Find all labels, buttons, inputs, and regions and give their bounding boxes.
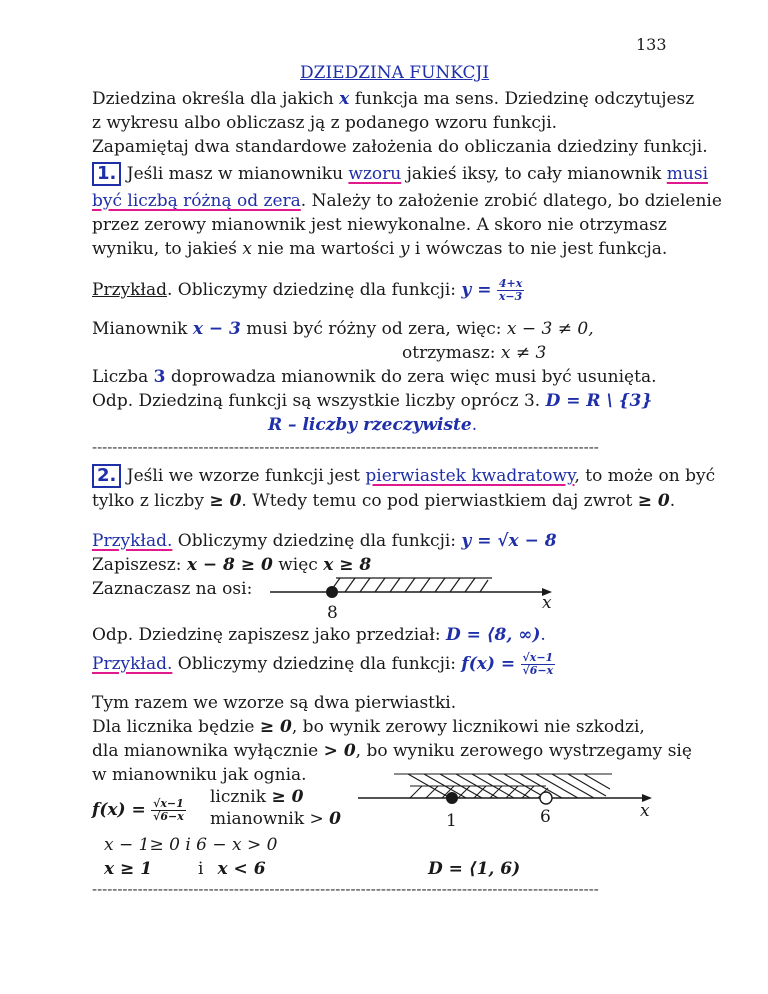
numerator-condition: licznik ≥ 0 xyxy=(210,787,304,807)
example-2: Przykład. Obliczymy dziedzinę dla funkcji: y = √x − 8 xyxy=(92,531,557,551)
section-2-line-2: tylko z liczby ≥ 0. Wtedy temu co pod pierwiastkiem daj zwrot ≥ 0. xyxy=(92,491,676,511)
solutions-line: x ≥ 1 i x < 6 xyxy=(104,859,266,879)
number-line: Liczba 3 doprowadza mianownik do zera więc musi być usunięta. xyxy=(92,367,657,387)
intro-line-2: z wykresu albo obliczasz ją z podanego wzoru funkcji. xyxy=(92,113,558,133)
section-2-line-1: 2. Jeśli we wzorze funkcji jest pierwiastek kwadratowy, to może on być xyxy=(92,464,715,488)
answer-3: D = ⟨1, 6) xyxy=(428,859,521,879)
text-line-1: Tym razem we wzorze są dwa pierwiastki. xyxy=(92,693,457,713)
example-3: Przykład. Obliczymy dziedzinę dla funkcji: f(x) = $\frac{√x-1}{√6-x}$ xyxy=(92,651,554,677)
section-number-1: 1. xyxy=(92,162,121,186)
fraction-3: $\frac{√x-1}{√6-x}$ xyxy=(153,797,184,823)
hatching-1 xyxy=(330,578,492,592)
text-line-2: Dla licznika będzie ≥ 0, bo wynik zerowy licznikowi nie szkodzi, xyxy=(92,717,645,737)
axis-2-label-6: 6 xyxy=(540,807,551,827)
closed-point-8 xyxy=(326,586,338,598)
mark-on-axis: Zaznaczasz na osi: xyxy=(92,579,253,599)
intro-line-1: Dziedzina określa dla jakich x funkcja ma sens. Dziedzinę odczytujesz xyxy=(92,89,695,109)
function-lhs: f(x) = $\frac{√x-1}{√6-x}$ xyxy=(92,797,184,823)
text-line-3: dla mianownika wyłącznie > 0, bo wyniku zerowego wystrzegamy się xyxy=(92,741,692,761)
axis-1-label-8: 8 xyxy=(327,603,338,623)
axis-2-var: x xyxy=(640,801,650,821)
section-1-line-3: przez zerowy mianownik jest niewykonalne. A skoro nie otrzymasz xyxy=(92,215,667,235)
intro-line-3: Zapamiętaj dwa standardowe założenia do obliczania dziedziny funkcji. xyxy=(92,137,708,157)
real-numbers-note: R – liczby rzeczywiste. xyxy=(268,415,478,435)
separator-1: ---------------------------------------------------------------------------------------------------- xyxy=(92,438,599,456)
fraction-1: $\frac{4+x}{x-3}$ xyxy=(498,277,523,303)
section-1-line-4: wyniku, to jakieś x nie ma wartości y i wówczas to nie jest funkcja. xyxy=(92,239,668,259)
number-axis-1 xyxy=(260,566,580,626)
example-1: Przykład. Obliczymy dziedzinę dla funkcji: y = $\frac{4+x}{x-3}$ xyxy=(92,277,523,303)
open-point-6 xyxy=(540,792,552,804)
separator-2: ---------------------------------------------------------------------------------------------------- xyxy=(92,880,599,898)
section-number-2: 2. xyxy=(92,464,121,488)
axis-2-label-1: 1 xyxy=(446,811,457,831)
section-1-line-1: 1. Jeśli masz w mianowniku wzoru jakieś iksy, to cały mianownik musi xyxy=(92,162,708,186)
page-title: DZIEDZINA FUNKCJI xyxy=(300,63,490,83)
conditions-line: x − 1≥ 0 i 6 − x > 0 xyxy=(104,835,278,855)
write-line: Zapiszesz: x − 8 ≥ 0 więc x ≥ 8 xyxy=(92,555,372,575)
denominator-condition: mianownik > 0 xyxy=(210,809,342,829)
axis-1-var: x xyxy=(542,593,552,613)
text-line-4: w mianowniku jak ognia. xyxy=(92,765,307,785)
closed-point-1 xyxy=(446,792,458,804)
answer-2: Odp. Dziedzinę zapiszesz jako przedział: D = ⟨8, ∞). xyxy=(92,625,546,645)
result-line: otrzymasz: x ≠ 3 xyxy=(402,343,547,363)
number-axis-2 xyxy=(350,764,680,844)
answer-1: Odp. Dziedziną funkcji są wszystkie liczby oprócz 3. D = R \ {3} xyxy=(92,391,653,411)
denominator-line: Mianownik x − 3 musi być różny od zera, więc: x − 3 ≠ 0, xyxy=(92,319,594,339)
section-1-line-2: być liczbą różną od zera. Należy to założenie zrobić dlatego, bo dzielenie xyxy=(92,191,722,211)
fraction-2: $\frac{√x-1}{√6-x}$ xyxy=(522,651,554,677)
page-number: 133 xyxy=(636,35,667,54)
